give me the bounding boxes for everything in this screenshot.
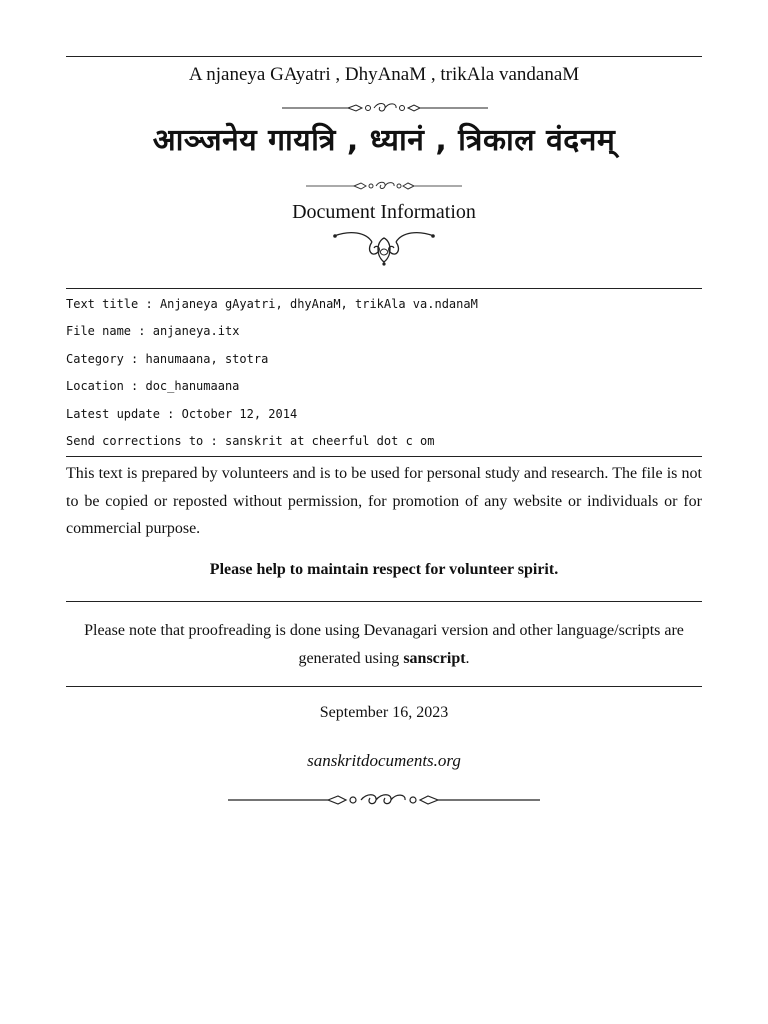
metadata-row-latest-update: Latest update : October 12, 2014 [66, 407, 298, 421]
volunteer-spirit-line: Please help to maintain respect for volunteer spirit. [209, 561, 559, 578]
volunteer-notice-paragraph: This text is prepared by volunteers and is to be used for personal study and research. The file is not to be copied or reposted without permission, for promotion of any website or individuals or for commercial purpose. [66, 465, 702, 537]
metadata-value: sanskrit at cheerful dot c om [224, 434, 435, 448]
notice-rule [66, 601, 702, 602]
title-latin: A njaneya GAyatri , DhyAnaM , trikAla vandanaM [188, 64, 580, 85]
metadata-row-file-name: File name : anjaneya.itx [66, 324, 240, 338]
sanscript-tool-name: sanscript [403, 649, 466, 667]
scroll-ornament-icon [332, 228, 436, 266]
metadata-label: Latest update [66, 407, 160, 421]
metadata-row-category: Category : hanumaana, stotra [66, 352, 269, 366]
metadata-label: Location [66, 379, 124, 393]
divider-ornament-2 [306, 180, 462, 192]
divider-ornament-1 [282, 101, 488, 115]
metadata-value: October 12, 2014 [181, 407, 298, 421]
metadata-label: File name [66, 324, 132, 338]
metadata-row-corrections: Send corrections to : sanskrit at cheerful dot c om [66, 434, 435, 448]
metadata-label: Text title [66, 297, 139, 311]
metadata-value: anjaneya.itx [152, 324, 240, 338]
metadata-row-text-title: Text title : Anjaneya gAyatri, dhyAnaM, trikAla va.ndanaM [66, 297, 478, 311]
document-page [66, 0, 702, 1024]
metadata-value: hanumaana, stotra [145, 352, 269, 366]
proofreading-suffix: . [465, 649, 470, 667]
website-link[interactable]: sanskritdocuments.org [307, 751, 461, 770]
metadata-label: Send corrections to [66, 434, 204, 448]
metadata-label: Category [66, 352, 124, 366]
metadata-value: doc_hanumaana [145, 379, 240, 393]
section-title: Document Information [292, 201, 476, 223]
proofreading-note [66, 617, 702, 672]
metadata-value: Anjaneya gAyatri, dhyAnaM, trikAla va.ndanaM [159, 297, 478, 311]
proofreading-text: Please note that proofreading is done using Devanagari version and other language/scripts are generated using [84, 622, 684, 667]
top-rule [66, 56, 702, 57]
footer-ornament [228, 792, 540, 808]
note-rule [66, 686, 702, 687]
document-date: September 16, 2023 [319, 704, 449, 721]
metadata-top-rule [66, 288, 702, 289]
metadata-bottom-rule [66, 456, 702, 457]
title-devanagari: आञ्जनेय गायत्रि , ध्यानं , त्रिकाल वंदनम् [152, 123, 616, 158]
metadata-row-location: Location : doc_hanumaana [66, 379, 240, 393]
